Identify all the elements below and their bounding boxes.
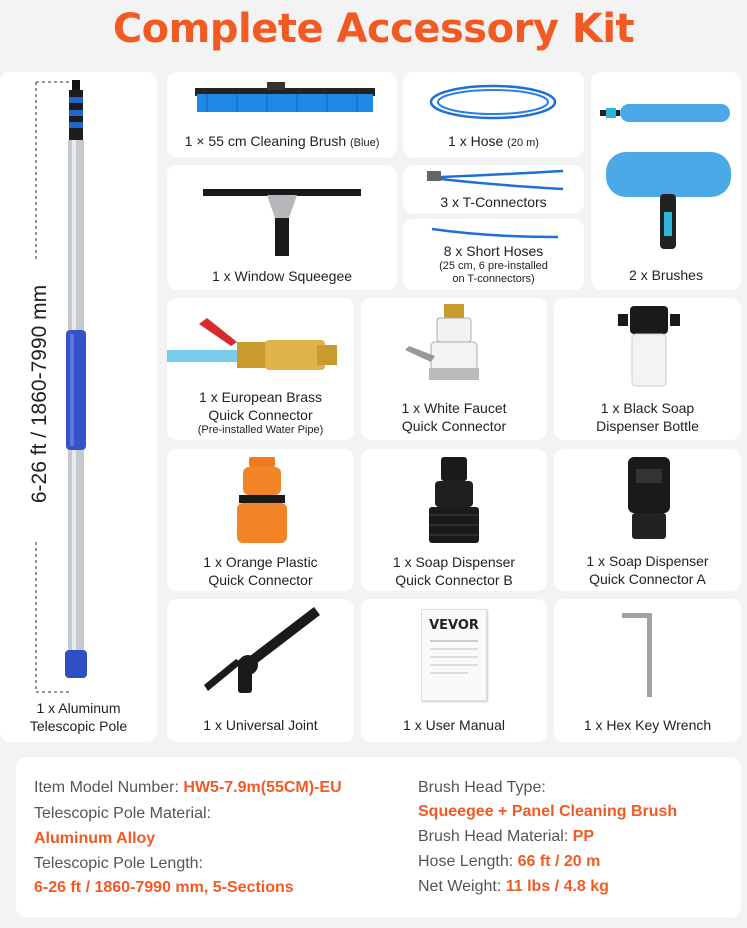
soap-connector-b-caption: 1 x Soap Dispenser Quick Connector B bbox=[392, 554, 516, 588]
hex-key-card bbox=[554, 599, 741, 742]
pole-card bbox=[0, 72, 157, 742]
t-connectors-image bbox=[423, 167, 568, 193]
faucet-connector-image bbox=[401, 302, 507, 388]
short-hoses-caption: 8 x Short Hoses (25 cm, 6 pre-installed on T-connectors) bbox=[439, 243, 548, 285]
brushes-caption: 2 x Brushes bbox=[629, 267, 703, 283]
orange-connector-image bbox=[227, 455, 297, 547]
spec-brush-type-value: Squeegee + Panel Cleaning Brush bbox=[418, 803, 678, 820]
orange-connector-caption: 1 x Orange Plastic Quick Connector bbox=[203, 554, 318, 588]
spec-net-weight: Net Weight: 11 lbs / 4.8 kg bbox=[418, 878, 609, 895]
spec-model: Item Model Number: HW5-7.9m(55CM)-EU bbox=[34, 779, 342, 796]
spec-pole-material-value: Aluminum Alloy bbox=[34, 830, 156, 847]
soap-bottle-image bbox=[614, 302, 684, 392]
faucet-connector-caption: 1 x White Faucet Quick Connector bbox=[401, 400, 507, 434]
brass-connector-card bbox=[167, 298, 354, 440]
t-connectors-card bbox=[403, 165, 584, 213]
soap-connector-a-caption: 1 x Soap Dispenser Quick Connector A bbox=[586, 553, 709, 587]
soap-bottle-card bbox=[554, 298, 741, 440]
brushes-card bbox=[591, 72, 741, 290]
page-title: Complete Accessory Kit bbox=[112, 6, 635, 52]
user-manual-card bbox=[361, 599, 547, 742]
cleaning-brush-card bbox=[167, 72, 397, 157]
squeegee-caption: 1 x Window Squeegee bbox=[211, 268, 353, 284]
soap-bottle-caption: 1 x Black Soap Dispenser Bottle bbox=[596, 400, 699, 434]
hex-key-image bbox=[614, 609, 684, 701]
brass-connector-caption: 1 x European Brass Quick Connector (Pre-installed Water Pipe) bbox=[197, 389, 324, 436]
cleaning-brush-image bbox=[187, 78, 382, 118]
user-manual-image bbox=[421, 609, 487, 701]
pole-dimension-label: 6-26 ft / 1860-7990 mm bbox=[28, 284, 51, 504]
hose-card bbox=[403, 72, 584, 157]
pole-caption: 1 x Aluminum Telescopic Pole bbox=[29, 700, 128, 734]
t-connectors-caption: 3 x T-Connectors bbox=[440, 194, 547, 210]
orange-connector-card bbox=[167, 449, 354, 591]
vevor-logo: VEVOR bbox=[429, 618, 479, 633]
brass-connector-image bbox=[167, 312, 354, 382]
faucet-connector-card bbox=[361, 298, 547, 440]
specifications-panel bbox=[16, 757, 741, 917]
spec-pole-length-label: Telescopic Pole Length: bbox=[34, 855, 203, 872]
short-hoses-card bbox=[403, 219, 584, 290]
cleaning-brush-caption: 1 × 55 cm Cleaning Brush (Blue) bbox=[184, 133, 380, 149]
universal-joint-caption: 1 x Universal Joint bbox=[203, 717, 318, 733]
spec-pole-material-label: Telescopic Pole Material: bbox=[34, 805, 211, 822]
spec-pole-length-value: 6-26 ft / 1860-7990 mm, 5-Sections bbox=[34, 879, 294, 896]
soap-connector-a-card bbox=[554, 449, 741, 591]
hex-key-caption: 1 x Hex Key Wrench bbox=[583, 717, 712, 733]
telescopic-pole-image bbox=[0, 72, 157, 712]
universal-joint-card bbox=[167, 599, 354, 742]
spec-brush-material: Brush Head Material: PP bbox=[418, 828, 595, 845]
soap-connector-b-card bbox=[361, 449, 547, 591]
hose-caption: 1 x Hose (20 m) bbox=[448, 133, 539, 149]
brushes-image bbox=[596, 94, 736, 254]
spec-hose-length: Hose Length: 66 ft / 20 m bbox=[418, 853, 601, 870]
spec-brush-type-label: Brush Head Type: bbox=[418, 779, 546, 796]
squeegee-card bbox=[167, 165, 397, 290]
soap-connector-b-image bbox=[419, 455, 489, 547]
universal-joint-image bbox=[202, 603, 322, 699]
soap-connector-a-image bbox=[614, 455, 684, 543]
hose-image bbox=[423, 78, 563, 126]
user-manual-caption: 1 x User Manual bbox=[403, 717, 505, 733]
window-squeegee-image bbox=[197, 183, 367, 261]
